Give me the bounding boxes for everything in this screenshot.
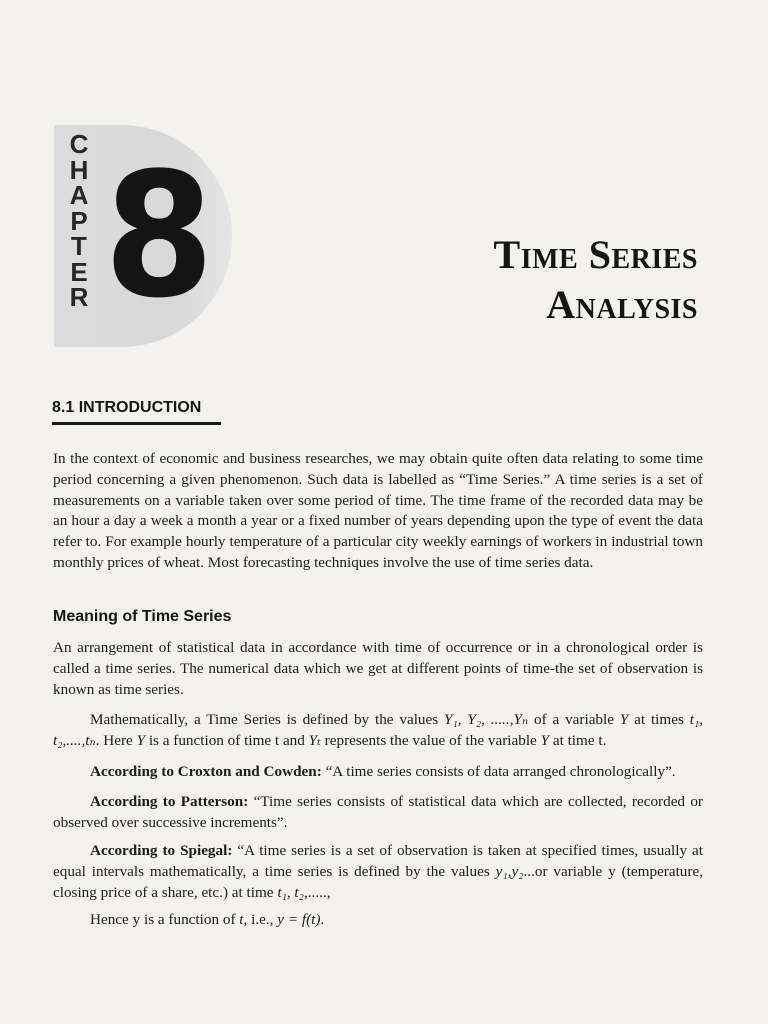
- text-run: at times: [628, 711, 690, 728]
- chapter-letter: P: [70, 205, 88, 236]
- text-run: at time t.: [549, 731, 607, 749]
- author-label: According to Croxton and Cowden:: [90, 763, 322, 780]
- text-run: . Here: [95, 731, 137, 749]
- math-run: t₁, t₂,....,tₙ: [53, 711, 703, 749]
- chapter-title-line: Analysis: [546, 282, 698, 327]
- chapter-title-line: Time Series: [493, 232, 698, 277]
- math-definition-paragraph: [53, 710, 703, 752]
- quote-text: ,.....,: [303, 883, 331, 901]
- chapter-letter: H: [69, 154, 89, 185]
- author-label: According to Patterson:: [90, 793, 249, 810]
- text-run: Hence y is a function of: [90, 911, 240, 928]
- chapter-title: [494, 230, 698, 330]
- math-run: y₁,y₂: [495, 862, 524, 880]
- text-run: , i.e.,: [243, 911, 278, 928]
- text-run: of a variable: [528, 711, 620, 728]
- spiegal-quote: [53, 841, 703, 903]
- section-heading: 8.1 INTRODUCTION: [52, 399, 202, 416]
- author-label: According to Spiegal:: [90, 842, 233, 859]
- chapter-letter: C: [69, 129, 89, 159]
- math-run: y = f(t): [277, 911, 321, 928]
- text-run: Mathematically, a Time Series is defined by the values: [90, 711, 445, 728]
- intro-paragraph: In the context of economic and business researches, we may obtain quite often data relating to some time period concerning a given phenomenon. Such data is labelled as “Time Series.” A time series is a set of measurements on a variable taken over some period of time. The time frame of the recorded data may be an hour a day a week a month a year or a fixed number of years depending upon the type of event the data refer to. For example hourly temperature of a particular city weekly earnings of workers in industrial town monthly prices of wheat. Most forecasting techniques involve the use of time series data.: [53, 450, 703, 571]
- math-run: Y₁, Y₂, .....,Yₙ: [444, 711, 529, 728]
- math-run: t: [239, 911, 244, 928]
- text-run: represents the value of the variable: [320, 731, 541, 749]
- math-run: Yₜ: [308, 731, 321, 749]
- section-underline: [52, 422, 221, 425]
- definition-paragraph: An arrangement of statistical data in accordance with time of occurrence or in a chronological order is called a time series. The numerical data which we get at different points of time-the set of observation is known as time series.: [53, 639, 703, 698]
- chapter-letter: T: [71, 231, 87, 261]
- chapter-letter: R: [69, 282, 89, 312]
- chapter-letter: A: [69, 180, 89, 210]
- math-run: Y: [619, 711, 629, 728]
- chapter-number: 8: [104, 135, 215, 336]
- function-statement: [53, 910, 703, 931]
- math-run: Y: [540, 731, 550, 749]
- croxton-quote: [53, 762, 703, 783]
- quote-text: ...or variable y (temperature, closing price of a share, etc.) at time: [53, 862, 703, 901]
- math-run: Y: [136, 731, 146, 749]
- text-run: is a function of time t and: [145, 731, 309, 749]
- quote-text: “A time series is a set of observation is taken at specified times, usually at equal intervals mathematically, a time series is defined by the values: [53, 842, 703, 880]
- subsection-heading: Meaning of Time Series: [53, 608, 232, 625]
- chapter-vertical-label: [62, 129, 96, 312]
- quote-text: “A time series consists of data arranged chronologically”.: [321, 763, 676, 780]
- chapter-letter: E: [70, 256, 88, 287]
- text-run: .: [320, 911, 325, 928]
- quote-text: “Time series consists of statistical data which are collected, recorded or observed over successive increments”.: [53, 793, 703, 831]
- patterson-quote: [53, 792, 703, 834]
- math-run: t₁, t₂: [277, 883, 304, 901]
